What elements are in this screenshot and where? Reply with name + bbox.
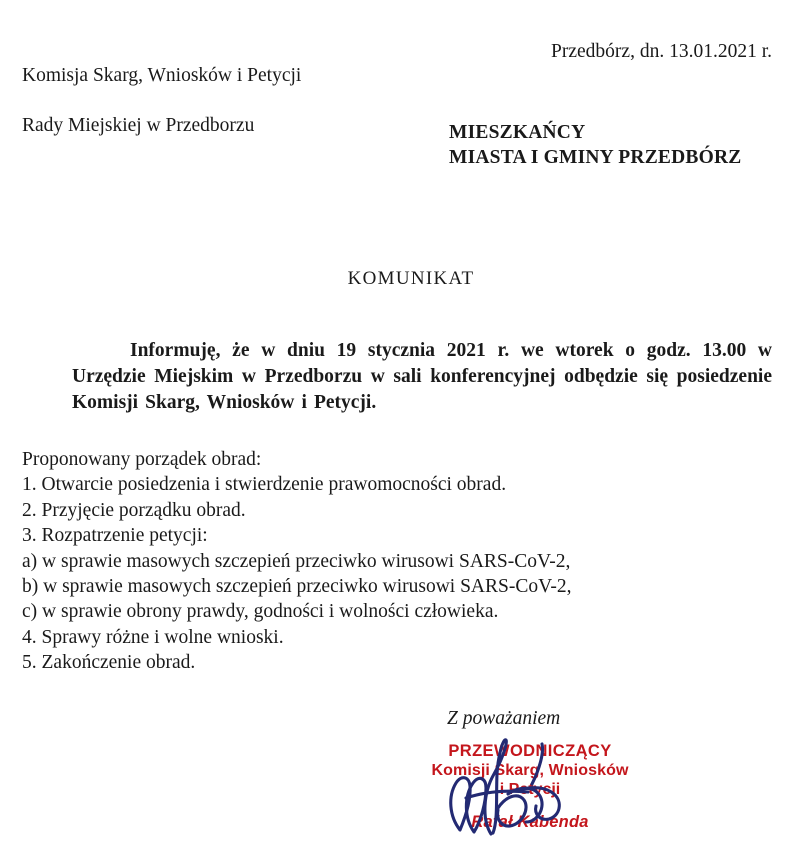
lead-paragraph: Informuję, że w dniu 19 stycznia 2021 r. we wtorek o godz. 13.00 w Urzędzie Miejskim w Przedborzu w sali konferencyjnej odbędzie się posiedzenie Komisji Skarg, Wniosków i Petycji. bbox=[72, 340, 772, 413]
stamp-title-line: PRZEWODNICZĄCY bbox=[448, 742, 612, 760]
agenda-item: a) w sprawie masowych szczepień przeciwko wirusowi SARS-CoV-2, bbox=[22, 550, 571, 572]
closing-salutation: Z poważaniem bbox=[447, 708, 561, 729]
agenda-item: b) w sprawie masowych szczepień przeciwko wirusowi SARS-CoV-2, bbox=[22, 576, 572, 598]
addressee-line-1: MIESZKAŃCY bbox=[449, 122, 586, 143]
agenda-item: 5. Zakończenie obrad. bbox=[22, 652, 196, 674]
addressee-block bbox=[449, 120, 741, 170]
agenda-item: 2. Przyjęcie porządku obrad. bbox=[22, 499, 246, 521]
sender-block bbox=[22, 38, 301, 163]
agenda-intro: Proponowany porządek obrad: bbox=[22, 449, 262, 470]
agenda-item: c) w sprawie obrony prawdy, godności i wolności człowieka. bbox=[22, 601, 499, 623]
agenda-item: 4. Sprawy różne i wolne wnioski. bbox=[22, 626, 284, 648]
stamp-body-line-2: i Petycji bbox=[499, 781, 561, 798]
stamp-signer-name: Rafał Kabenda bbox=[471, 813, 589, 831]
signature-block bbox=[400, 742, 660, 842]
addressee-line-2: MIASTA I GMINY PRZEDBÓRZ bbox=[449, 147, 742, 168]
sender-line-1: Komisja Skarg, Wniosków i Petycji bbox=[22, 65, 302, 86]
stamp-body-line: Komisji Skarg, Wniosków bbox=[431, 762, 629, 779]
place-and-date: Przedbórz, dn. 13.01.2021 r. bbox=[551, 41, 772, 62]
official-stamp bbox=[400, 742, 660, 832]
agenda-list bbox=[22, 447, 752, 676]
agenda-item: 3. Rozpatrzenie petycji: bbox=[22, 525, 208, 547]
document-title: KOMUNIKAT bbox=[347, 268, 475, 289]
agenda-item: 1. Otwarcie posiedzenia i stwierdzenie prawomocności obrad. bbox=[22, 474, 507, 496]
sender-line-2: Rady Miejskiej w Przedborzu bbox=[22, 115, 255, 136]
